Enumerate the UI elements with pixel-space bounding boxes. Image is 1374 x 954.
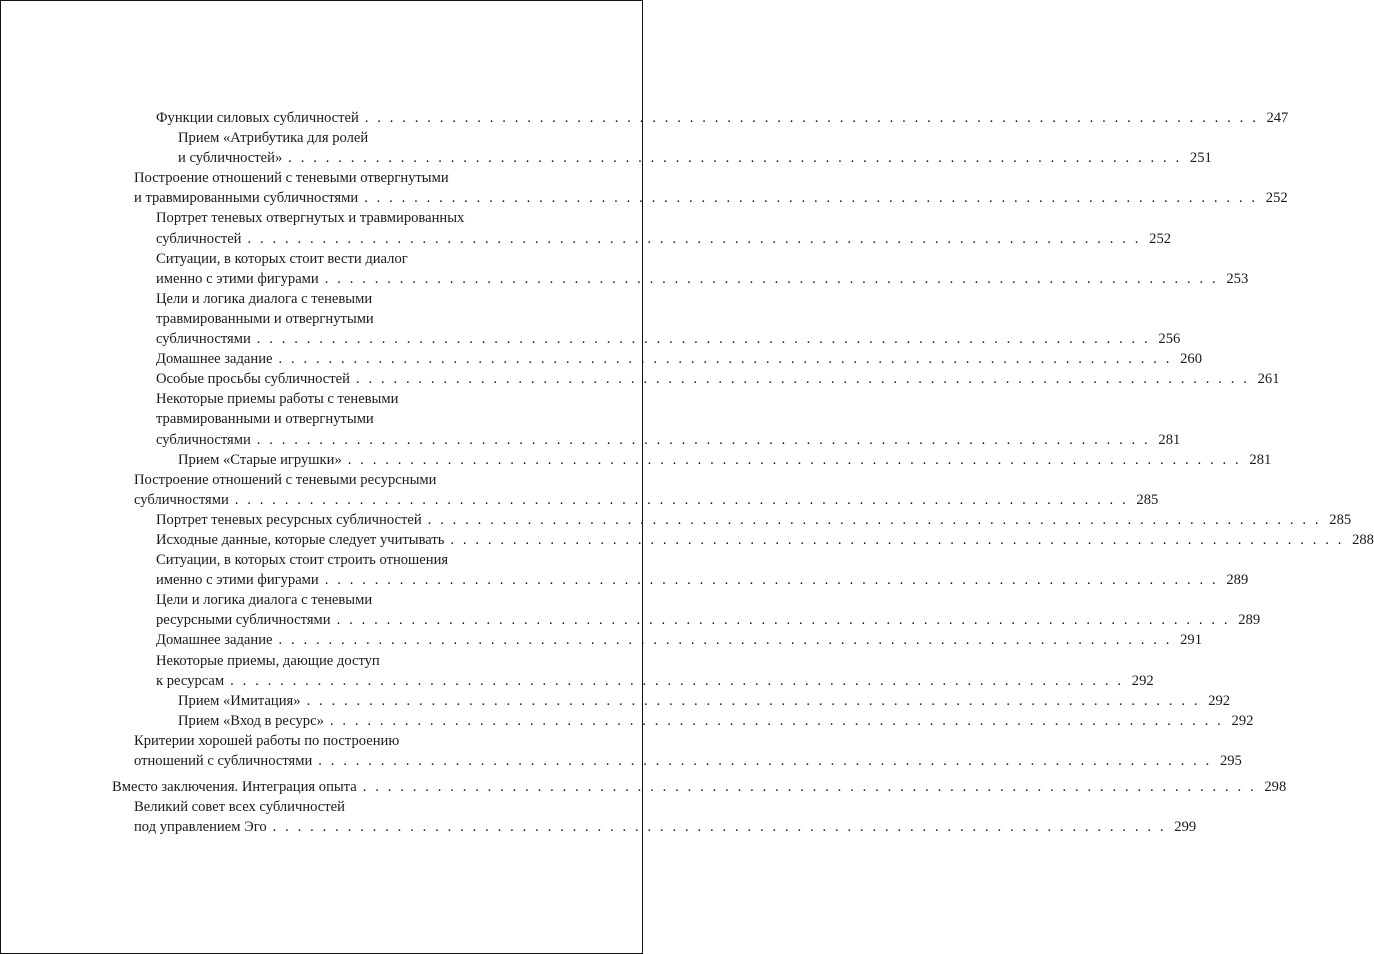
toc-page-number: 285	[1329, 511, 1352, 528]
toc-page-number: 260	[1180, 351, 1203, 368]
toc-entry-title-line: Прием «Вход в ресурс»	[178, 712, 324, 729]
dot-leader: . . . . . . . . . . . . . . . . . . . . . . . . . . . . . . . . . . . . . . . . . . . . . . . . . . . . . . . . . . . . . . . . . . . . . . . .	[450, 531, 1344, 548]
dot-leader: . . . . . . . . . . . . . . . . . . . . . . . . . . . . . . . . . . . . . . . . . . . . . . . . . . . . . . . . . . . . . . . . . . . . . . . .	[247, 230, 1142, 247]
dot-leader: . . . . . . . . . . . . . . . . . . . . . . . . . . . . . . . . . . . . . . . . . . . . . . . . . . . . . . . . . . . . . . . . . . . . . . . .	[256, 431, 1151, 448]
toc-page-number: 288	[1352, 531, 1374, 548]
dot-leader: . . . . . . . . . . . . . . . . . . . . . . . . . . . . . . . . . . . . . . . . . . . . . . . . . . . . . . . . . . . . . . . . . . . . . . . .	[288, 150, 1182, 167]
toc-entry-title-line: и травмированными субличностями	[134, 190, 359, 207]
toc-entry-title-line: Вместо заключения. Интеграция опыта	[112, 779, 357, 796]
toc-entry[interactable]	[178, 450, 1272, 470]
toc-entry[interactable]	[156, 289, 1181, 349]
toc-entry-title-line: Построение отношений с теневыми отвергнутыми	[134, 170, 449, 187]
dot-leader: . . . . . . . . . . . . . . . . . . . . . . . . . . . . . . . . . . . . . . . . . . . . . . . . . . . . . . . . . . . . . . . . . . . . . . . .	[364, 110, 1259, 126]
toc-entry[interactable]	[134, 168, 1288, 208]
dot-leader: . . . . . . . . . . . . . . . . . . . . . . . . . . . . . . . . . . . . . . . . . . . . . . . . . . . . . . . . . . . . . . . . . . . . . . . .	[364, 190, 1258, 207]
dot-leader: . . . . . . . . . . . . . . . . . . . . . . . . . . . . . . . . . . . . . . . . . . . . . . . . . . . . . . . . . . . . . . . . . . . . . . . .	[324, 572, 1219, 589]
toc-entry[interactable]	[134, 731, 1242, 771]
toc-page-number: 281	[1158, 431, 1181, 448]
toc-page-number: 256	[1158, 331, 1181, 348]
toc-entry[interactable]	[156, 369, 1280, 389]
dot-leader: . . . . . . . . . . . . . . . . . . . . . . . . . . . . . . . . . . . . . . . . . . . . . . . . . . . . . . . . . . . . . . . . . . . . . . . .	[336, 612, 1231, 629]
toc-entry-title-line: травмированными и отвергнутыми	[156, 310, 374, 327]
toc-entry-title-line: Некоторые приемы, дающие доступ	[156, 652, 380, 669]
toc-page-number: 295	[1219, 753, 1242, 769]
dot-leader: . . . . . . . . . . . . . . . . . . . . . . . . . . . . . . . . . . . . . . . . . . . . . . . . . . . . . . . . . . . . . . . . . . . . . . . .	[355, 371, 1250, 388]
toc-entry-title-line: Ситуации, в которых стоит вести диалог	[156, 250, 408, 267]
toc-page-number: 291	[1180, 632, 1203, 649]
toc-page-number: 247	[1266, 110, 1289, 126]
toc-entry[interactable]	[156, 550, 1249, 590]
toc-entry-title-line: Критерии хорошей работы по построению	[134, 732, 400, 749]
toc-entry-title-line: Особые просьбы субличностей	[156, 371, 350, 388]
toc-entry-title-line: и субличностей»	[178, 150, 283, 167]
toc-entry[interactable]	[156, 630, 1203, 650]
toc-page-number: 298	[1264, 779, 1287, 796]
toc-entry[interactable]	[156, 208, 1172, 248]
table-of-contents	[112, 108, 1374, 837]
toc-entry-title-line: Ситуации, в которых стоит строить отношения	[156, 552, 449, 569]
toc-entry-title-line: Цели и логика диалога с теневыми	[156, 592, 373, 609]
dot-leader: . . . . . . . . . . . . . . . . . . . . . . . . . . . . . . . . . . . . . . . . . . . . . . . . . . . . . . . . . . . . . . . . . . . . . . . .	[347, 451, 1242, 468]
dot-leader: . . . . . . . . . . . . . . . . . . . . . . . . . . . . . . . . . . . . . . . . . . . . . . . . . . . . . . . . . . . . . . . . . . . . . . . .	[362, 779, 1257, 796]
dot-leader: . . . . . . . . . . . . . . . . . . . . . . . . . . . . . . . . . . . . . . . . . . . . . . . . . . . . . . . . . . . . . . . . . . . . . . . .	[272, 819, 1167, 836]
toc-page-number: 285	[1136, 491, 1159, 508]
toc-page-number: 289	[1226, 572, 1249, 589]
toc-entry-title-line: к ресурсам	[156, 672, 225, 689]
dot-leader: . . . . . . . . . . . . . . . . . . . . . . . . . . . . . . . . . . . . . . . . . . . . . . . . . . . . . . . . . . . . . . . . . . . . . . . .	[306, 692, 1201, 709]
toc-entry-title-line: субличностями	[134, 491, 229, 508]
dot-leader: . . . . . . . . . . . . . . . . . . . . . . . . . . . . . . . . . . . . . . . . . . . . . . . . . . . . . . . . . . . . . . . . . . . . . . . .	[234, 491, 1129, 508]
toc-entry-title-line: именно с этими фигурами	[156, 270, 319, 287]
toc-entry[interactable]	[156, 249, 1249, 289]
toc-entry[interactable]	[156, 590, 1261, 630]
dot-leader: . . . . . . . . . . . . . . . . . . . . . . . . . . . . . . . . . . . . . . . . . . . . . . . . . . . . . . . . . . . . . . . . . . . . . . . .	[318, 753, 1212, 769]
toc-entry-title-line: именно с этими фигурами	[156, 572, 319, 589]
toc-entry-title-line: ресурсными субличностями	[156, 612, 331, 629]
toc-entry-title-line: Построение отношений с теневыми ресурсными	[134, 471, 437, 488]
toc-entry[interactable]	[156, 349, 1203, 369]
toc-entry[interactable]	[112, 777, 1287, 797]
toc-entry-title-line: отношений с субличностями	[134, 753, 313, 769]
toc-entry-title-line: Великий совет всех субличностей	[134, 799, 345, 816]
dot-leader: . . . . . . . . . . . . . . . . . . . . . . . . . . . . . . . . . . . . . . . . . . . . . . . . . . . . . . . . . . . . . . . . . . . . . . . .	[256, 331, 1151, 348]
dot-leader: . . . . . . . . . . . . . . . . . . . . . . . . . . . . . . . . . . . . . . . . . . . . . . . . . . . . . . . . . . . . . . . . . . . . . . . .	[324, 270, 1219, 287]
dot-leader: . . . . . . . . . . . . . . . . . . . . . . . . . . . . . . . . . . . . . . . . . . . . . . . . . . . . . . . . . . . . . . . . . . . . . . . .	[278, 351, 1173, 368]
toc-entry-title-line: Цели и логика диалога с теневыми	[156, 290, 373, 307]
toc-entry[interactable]	[156, 389, 1181, 449]
toc-entry-title-line: Домашнее задание	[156, 351, 273, 368]
toc-entry-title-line: Домашнее задание	[156, 632, 273, 649]
toc-page-number: 261	[1257, 371, 1280, 388]
toc-entry-title-line: Прием «Имитация»	[178, 692, 301, 709]
toc-page-number: 252	[1149, 230, 1172, 247]
toc-page-number: 253	[1226, 270, 1249, 287]
dot-leader: . . . . . . . . . . . . . . . . . . . . . . . . . . . . . . . . . . . . . . . . . . . . . . . . . . . . . . . . . . . . . . . . . . . . . . . .	[427, 511, 1322, 528]
toc-entry-title-line: Прием «Старые игрушки»	[178, 451, 342, 468]
toc-page-number: 252	[1265, 190, 1288, 207]
toc-entry[interactable]	[178, 711, 1254, 731]
toc-entry[interactable]	[178, 128, 1212, 168]
toc-entry-title-line: Портрет теневых ресурсных субличностей	[156, 511, 422, 528]
toc-entry-title-line: Функции силовых субличностей	[156, 110, 359, 126]
toc-entry-title-line: субличностями	[156, 431, 251, 448]
toc-entry-title-line: Некоторые приемы работы с теневыми	[156, 391, 399, 408]
toc-entry-title-line: Портрет теневых отвергнутых и травмированных	[156, 210, 465, 227]
toc-page-number: 292	[1231, 712, 1254, 729]
toc-entry[interactable]	[156, 530, 1374, 550]
dot-leader: . . . . . . . . . . . . . . . . . . . . . . . . . . . . . . . . . . . . . . . . . . . . . . . . . . . . . . . . . . . . . . . . . . . . . . . .	[329, 712, 1224, 729]
toc-entry[interactable]	[156, 651, 1154, 691]
toc-entry[interactable]	[156, 108, 1289, 128]
toc-entry-title-line: травмированными и отвергнутыми	[156, 411, 374, 428]
toc-entry[interactable]	[134, 797, 1197, 837]
toc-page-number: 299	[1174, 819, 1197, 836]
toc-entry-title-line: субличностей	[156, 230, 242, 247]
toc-page-number: 281	[1249, 451, 1272, 468]
toc-page-number: 251	[1189, 150, 1212, 167]
toc-entry-title-line: Прием «Атрибутика для ролей	[178, 130, 369, 147]
dot-leader: . . . . . . . . . . . . . . . . . . . . . . . . . . . . . . . . . . . . . . . . . . . . . . . . . . . . . . . . . . . . . . . . . . . . . . . .	[230, 672, 1124, 689]
toc-entry[interactable]	[134, 470, 1159, 510]
toc-page-number: 292	[1131, 672, 1154, 689]
toc-entry[interactable]	[156, 510, 1352, 530]
toc-entry[interactable]	[178, 691, 1231, 711]
toc-entry-title-line: Исходные данные, которые следует учитывать	[156, 531, 445, 548]
toc-entry-title-line: под управлением Эго	[134, 819, 267, 836]
dot-leader: . . . . . . . . . . . . . . . . . . . . . . . . . . . . . . . . . . . . . . . . . . . . . . . . . . . . . . . . . . . . . . . . . . . . . . . .	[278, 632, 1173, 649]
toc-page-number: 292	[1208, 692, 1231, 709]
toc-entry-title-line: субличностями	[156, 331, 251, 348]
toc-page-number: 289	[1238, 612, 1261, 629]
